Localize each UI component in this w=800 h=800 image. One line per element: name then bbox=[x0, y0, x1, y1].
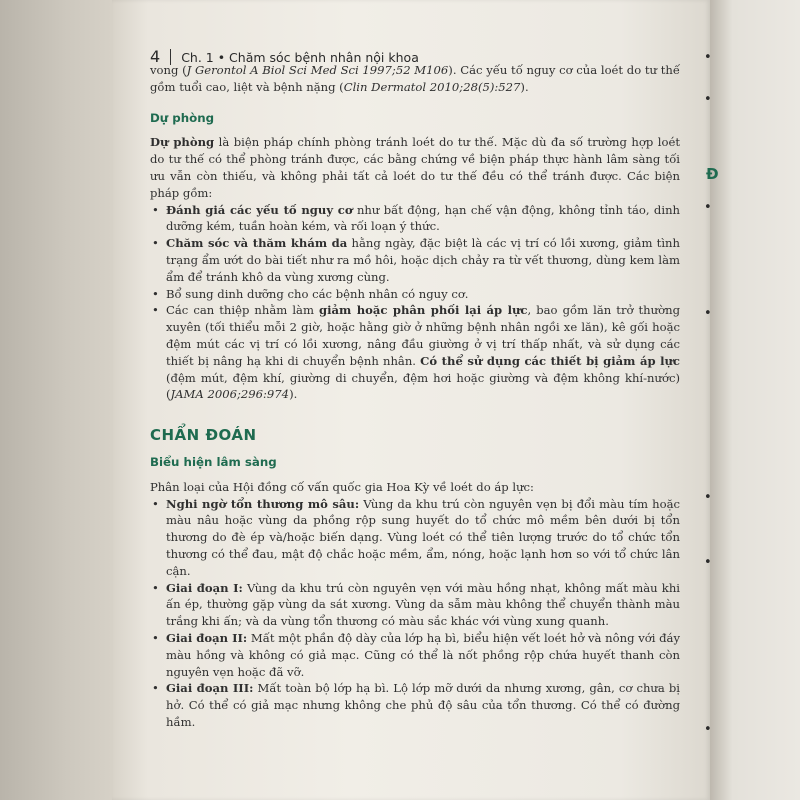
item-text: Vùng da khu trú còn nguyên vẹn bị đổi màu tím hoặc màu nâu hoặc vùng da phồng rộp sung huyết do tổ chức mô mềm bên dưới bị tổn thương do đè ép và/hoặc biến dạng. Vùng loét có thể tiên lượng trước do tổ chức tổn thương có thể đau, mật độ chắc hoặc mềm, ẩm, nóng, hoặc lạnh hơn so với tổ chức lân cận. bbox=[166, 496, 680, 578]
item-text: (đệm mút, đệm khí, giường di chuyển, đệm hơi hoặc giường và đệm không khí-nước) ( bbox=[166, 370, 680, 402]
list-item bbox=[166, 235, 680, 285]
diagnosis-lead: Phân loại của Hội đồng cố vấn quốc gia Hoa Kỳ về loét do áp lực: bbox=[150, 479, 534, 494]
item-text: Bổ sung dinh dưỡng cho các bệnh nhân có nguy cơ. bbox=[166, 286, 469, 301]
item-text: Các can thiệp nhằm làm bbox=[166, 303, 320, 318]
bold-term: Giai đoạn I: bbox=[166, 580, 243, 595]
item-text: hằng ngày, đặc biệt là các vị trí có lồi xương, giảm tình trạng ẩm ướt do bài tiết như ra mồ hôi, hoặc dịch chảy ra từ vết thương, dùng kem làm ẩm để tránh khô da vùng xương cùng. bbox=[166, 236, 680, 284]
bold-term: Giai đoạn III: bbox=[166, 681, 254, 696]
list-item bbox=[166, 630, 680, 680]
intro-text: ). bbox=[520, 79, 529, 94]
bold-term: Có thể sử dụng các thiết bị giảm áp lực bbox=[420, 353, 680, 368]
section-heading-prevention: Dự phòng bbox=[150, 110, 215, 125]
chapter-title: Ch. 1 • Chăm sóc bệnh nhân nội khoa bbox=[181, 50, 419, 65]
bold-term: Dự phòng bbox=[150, 135, 215, 150]
item-text: , bao gồm lăn trở thường xuyên (tối thiểu mỗi 2 giờ, hoặc hằng giờ ở những bệnh nhân ngồi xe lăn), kê gối hoặc đệm mút các vị trí có lồi xương, nâng đầu giường ở vị trí thấp nhất, và sử dụng các thiết bị nâng hạ khi di chuyển bệnh nhân. bbox=[166, 303, 680, 368]
list-item bbox=[166, 302, 680, 403]
bold-term: Đánh giá các yếu tố nguy cơ bbox=[166, 202, 353, 217]
book-spine-shadow bbox=[0, 0, 112, 800]
prevention-lead bbox=[150, 134, 680, 201]
book-page bbox=[112, 0, 710, 800]
stage-list bbox=[150, 496, 680, 731]
bullet-mark: • bbox=[704, 722, 712, 737]
list-item bbox=[166, 680, 680, 730]
intro-text: vong ( bbox=[150, 63, 187, 77]
item-text: Mất một phần độ dày của lớp hạ bì, biểu hiện vết loét hở và nông với đáy màu hồng và không có giả mạc. Cũng có thể là nốt phồng rộp chứa huyết thanh còn nguyên vẹn hoặc đã vỡ. bbox=[166, 630, 681, 679]
section-heading-diagnosis: CHẨN ĐOÁN bbox=[150, 426, 257, 445]
bullet-mark: • bbox=[704, 490, 712, 505]
bold-term: Giai đoạn II: bbox=[166, 630, 248, 645]
page-number: 4 bbox=[150, 47, 161, 66]
bold-term: giảm hoặc phân phối lại áp lực bbox=[319, 303, 528, 318]
bullet-mark: • bbox=[704, 200, 712, 215]
adjacent-page bbox=[704, 0, 800, 800]
list-item bbox=[166, 202, 680, 236]
item-text: như bất động, hạn chế vận động, không tỉnh táo, dinh dưỡng kém, tuần hoàn kém, và rối loạn ý thức. bbox=[166, 202, 680, 234]
bullet-mark: • bbox=[704, 50, 712, 65]
item-text: ). bbox=[289, 387, 298, 402]
bullet-mark: • bbox=[704, 92, 712, 107]
citation: Clin Dermatol 2010;28(5):527 bbox=[343, 79, 521, 94]
item-text: Vùng da khu trú còn nguyên vẹn với màu hồng nhạt, không mất màu khi ấn ép, thường gặp vùng da sát xương. Vùng da sẫm màu không thể chuyển thành màu trắng khi ấn; và da vùng tổn thương có màu sắc khác với vùng xung quanh. bbox=[166, 580, 681, 629]
list-item bbox=[166, 286, 680, 303]
item-text: Mất toàn bộ lớp hạ bì. Lộ lớp mỡ dưới da nhưng xương, gân, cơ chưa bị hở. Có thể có giả mạc nhưng không che phủ độ sâu của tổn thương. Có thể có đường hầm. bbox=[166, 681, 680, 729]
intro-text: ). Các yếu tố nguy cơ của loét do tư thế gồm tuổi cao, liệt và bệnh nặng ( bbox=[150, 63, 680, 94]
prevention-list bbox=[150, 202, 680, 404]
subheading-clinical: Biểu hiện lâm sàng bbox=[150, 454, 277, 469]
citation: J Gerontol A Biol Sci Med Sci 1997;52 M106 bbox=[186, 63, 449, 77]
citation: JAMA 2006;296:974 bbox=[170, 387, 290, 402]
bullet-mark: • bbox=[704, 555, 712, 570]
paragraph-text: là biện pháp chính phòng tránh loét do tư thế. Mặc dù đa số trường hợp loét do tư thế có thể phòng tránh được, các bằng chứng về biện pháp thực hành lâm sàng tối ưu vẫn còn thiếu, và không phải tất cả loét do tư thế đều có thể tránh được. Các biện pháp gồm: bbox=[150, 135, 680, 200]
intro-paragraph bbox=[150, 62, 680, 96]
adjacent-page-marks bbox=[704, 0, 800, 800]
list-item bbox=[166, 496, 680, 580]
bold-term: Nghi ngờ tổn thương mô sâu: bbox=[166, 496, 360, 511]
list-item bbox=[166, 580, 680, 630]
page-body bbox=[150, 62, 680, 731]
bold-term: Chăm sóc và thăm khám da bbox=[166, 236, 348, 251]
bullet-mark: • bbox=[704, 306, 712, 321]
adjacent-heading-letter: Đ bbox=[706, 165, 719, 183]
